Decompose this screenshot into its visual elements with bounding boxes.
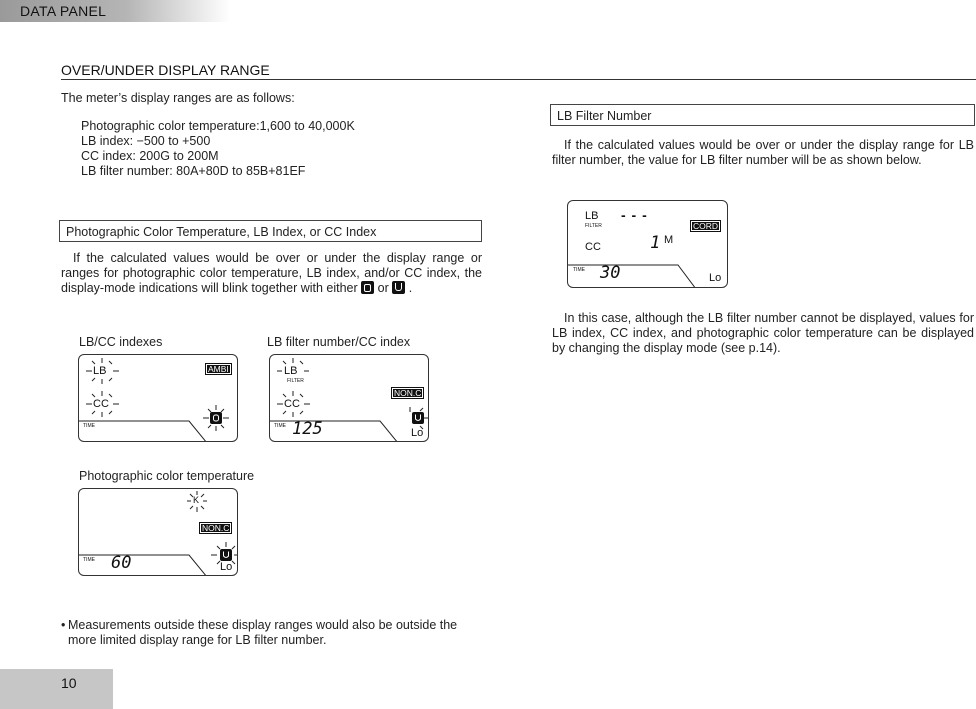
caption-colortemp: Photographic color temperature — [79, 469, 255, 483]
lcd-right-filter-label: FILTER — [585, 223, 602, 229]
lcd-lbfilter-badge: NON.C — [391, 387, 424, 399]
page-number: 10 — [61, 675, 77, 691]
lcd-lbfilter — [269, 354, 429, 442]
lcd-colortemp-k: K — [193, 495, 200, 505]
under-icon — [392, 281, 405, 294]
box1-paragraph — [61, 251, 482, 296]
lcd-colortemp-time-value: 60 — [111, 553, 132, 573]
lcd-right-time-value: 30 — [600, 263, 621, 283]
lcd-lbfilter-time-value: 125 — [292, 419, 323, 439]
caption-lbfilter: LB filter number/CC index — [267, 335, 411, 349]
box1-text: If the calculated values would be over or under the display range or ranges for photographic color temperature, LB index, and/or CC index, the display-mode indications will blink together with either — [61, 251, 482, 295]
lcd-lbfilter-time-label: TIME — [274, 423, 286, 429]
page-number-bar — [0, 669, 113, 709]
lcd-lbcc — [78, 354, 238, 442]
box-heading-lb-filter-number: LB Filter Number — [550, 104, 975, 126]
box2-paragraph: If the calculated values would be over or under the display range for LB filter number, the value for LB filter number will be as shown below. — [552, 138, 974, 167]
lcd-lbcc-lb: LB — [93, 365, 107, 377]
section-divider — [61, 79, 976, 80]
page-header-title: DATA PANEL — [20, 3, 107, 19]
range-item-cc-index: CC index: 200G to 200M — [81, 149, 219, 163]
lcd-lbfilter-lb: LB — [284, 365, 298, 377]
lcd-colortemp-badge: NON.C — [199, 522, 232, 534]
lcd-right-time-label: TIME — [573, 267, 585, 273]
over-icon — [361, 281, 374, 294]
lcd-right-dashes: - - - — [621, 207, 648, 223]
section-title: OVER/UNDER DISPLAY RANGE — [61, 62, 270, 78]
lcd-right-lb: LB — [585, 210, 599, 222]
range-item-lb-index: LB index: −500 to +500 — [81, 134, 211, 148]
lcd-colortemp — [78, 488, 238, 576]
range-list — [81, 119, 355, 179]
lcd-colortemp-lo: Lo — [220, 561, 233, 573]
range-item-color-temp: Photographic color temperature:1,600 to 40,000K — [81, 119, 355, 133]
box1-or: or — [377, 281, 389, 295]
range-item-lb-filter: LB filter number: 80A+80D to 85B+81EF — [81, 164, 306, 178]
lcd-lbcc-time-label: TIME — [83, 423, 95, 429]
lcd-lbfilter-number — [567, 200, 728, 288]
lcd-colortemp-time-label: TIME — [83, 557, 95, 563]
lcd-right-cc-unit: M — [664, 234, 674, 246]
intro-text: The meter’s display ranges are as follows: — [61, 91, 295, 105]
lcd-right-cc-value: 1 — [650, 233, 661, 253]
lcd-right-cc: CC — [585, 241, 601, 253]
lcd-lbcc-cc: CC — [93, 398, 109, 410]
lcd-right-lo: Lo — [709, 272, 722, 284]
lcd-right-badge: CORD — [690, 220, 721, 232]
footnote — [61, 618, 482, 648]
lcd-lbcc-badge: AMBI — [205, 363, 232, 375]
footnote-text: Measurements outside these display ranges would also be outside the more limited display range for LB filter number. — [68, 618, 458, 647]
caption-lbcc: LB/CC indexes — [79, 335, 163, 349]
right-paragraph: In this case, although the LB filter number cannot be displayed, values for LB index, CC index, and photographic color temperature can be displayed by changing the display mode (see p.14). — [552, 311, 974, 355]
box-heading-color-temp-lb-cc: Photographic Color Temperature, LB Index, or CC Index — [59, 220, 482, 242]
lcd-lbfilter-lo: Lo — [411, 427, 424, 439]
footnote-bullet: • — [61, 618, 66, 632]
lcd-lbfilter-filter-label: FILTER — [287, 378, 304, 384]
lcd-lbfilter-cc: CC — [284, 398, 300, 410]
box1-end: . — [408, 281, 413, 295]
